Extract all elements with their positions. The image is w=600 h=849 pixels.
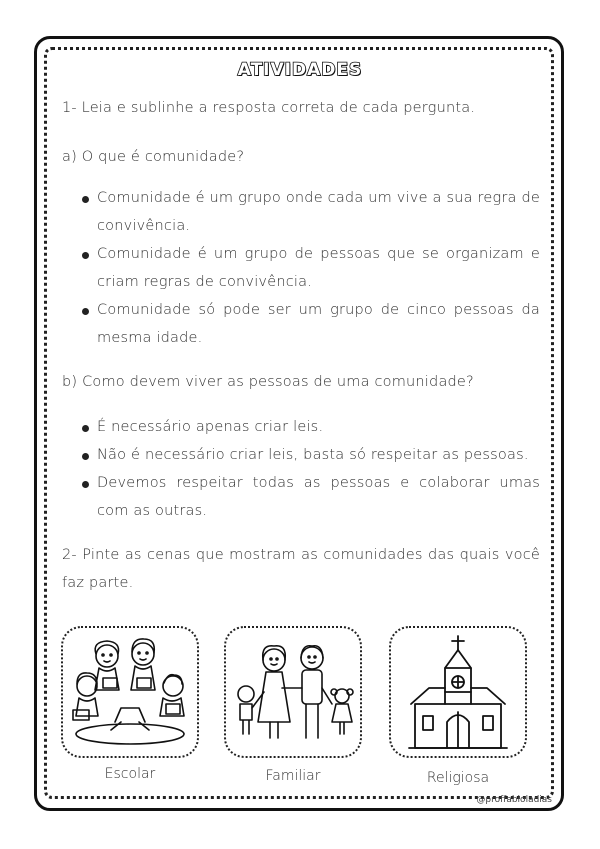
q1b-option-3[interactable]: Devemos respeitar todas as pessoas e colaborar umas com as outras. [97,475,540,519]
bullet [82,196,89,203]
family-icon [226,628,360,756]
scene-caption-family: Familiar [265,768,321,784]
scene-card-church[interactable] [389,626,527,758]
bullet [82,453,89,460]
page-title: ATIVIDADES [237,60,363,80]
author-credit: @proffabioladias [476,795,552,805]
bullet [82,481,89,488]
q1a-option-2[interactable]: Comunidade é um grupo de pessoas que se organizam e criam regras de convivência. [97,246,540,290]
q1a-option-1[interactable]: Comunidade é um grupo onde cada um vive a sua regra de convivência. [97,190,540,234]
scene-card-school[interactable] [61,626,199,758]
q1a-question: a) O que é comunidade? [62,149,245,165]
q1a-option-3[interactable]: Comunidade só pode ser um grupo de cinco pessoas da mesma idade. [97,302,540,346]
scene-caption-school: Escolar [104,766,156,782]
q1b-question: b) Como devem viver as pessoas de uma comunidade? [62,374,474,390]
q1b-option-2[interactable]: Não é necessário criar leis, basta só respeitar as pessoas. [97,447,529,463]
scene-card-family[interactable] [224,626,362,758]
q1b-option-1[interactable]: É necessário apenas criar leis. [97,419,324,435]
q1-instruction: 1- Leia e sublinhe a resposta correta de cada pergunta. [62,100,476,116]
school-children-reading-icon [63,628,197,756]
q2-instruction: 2- Pinte as cenas que mostram as comunidades das quais você faz parte. [62,547,540,591]
bullet [82,252,89,259]
church-icon [391,628,525,756]
bullet [82,308,89,315]
bullet [82,425,89,432]
scene-caption-church: Religiosa [426,770,490,786]
